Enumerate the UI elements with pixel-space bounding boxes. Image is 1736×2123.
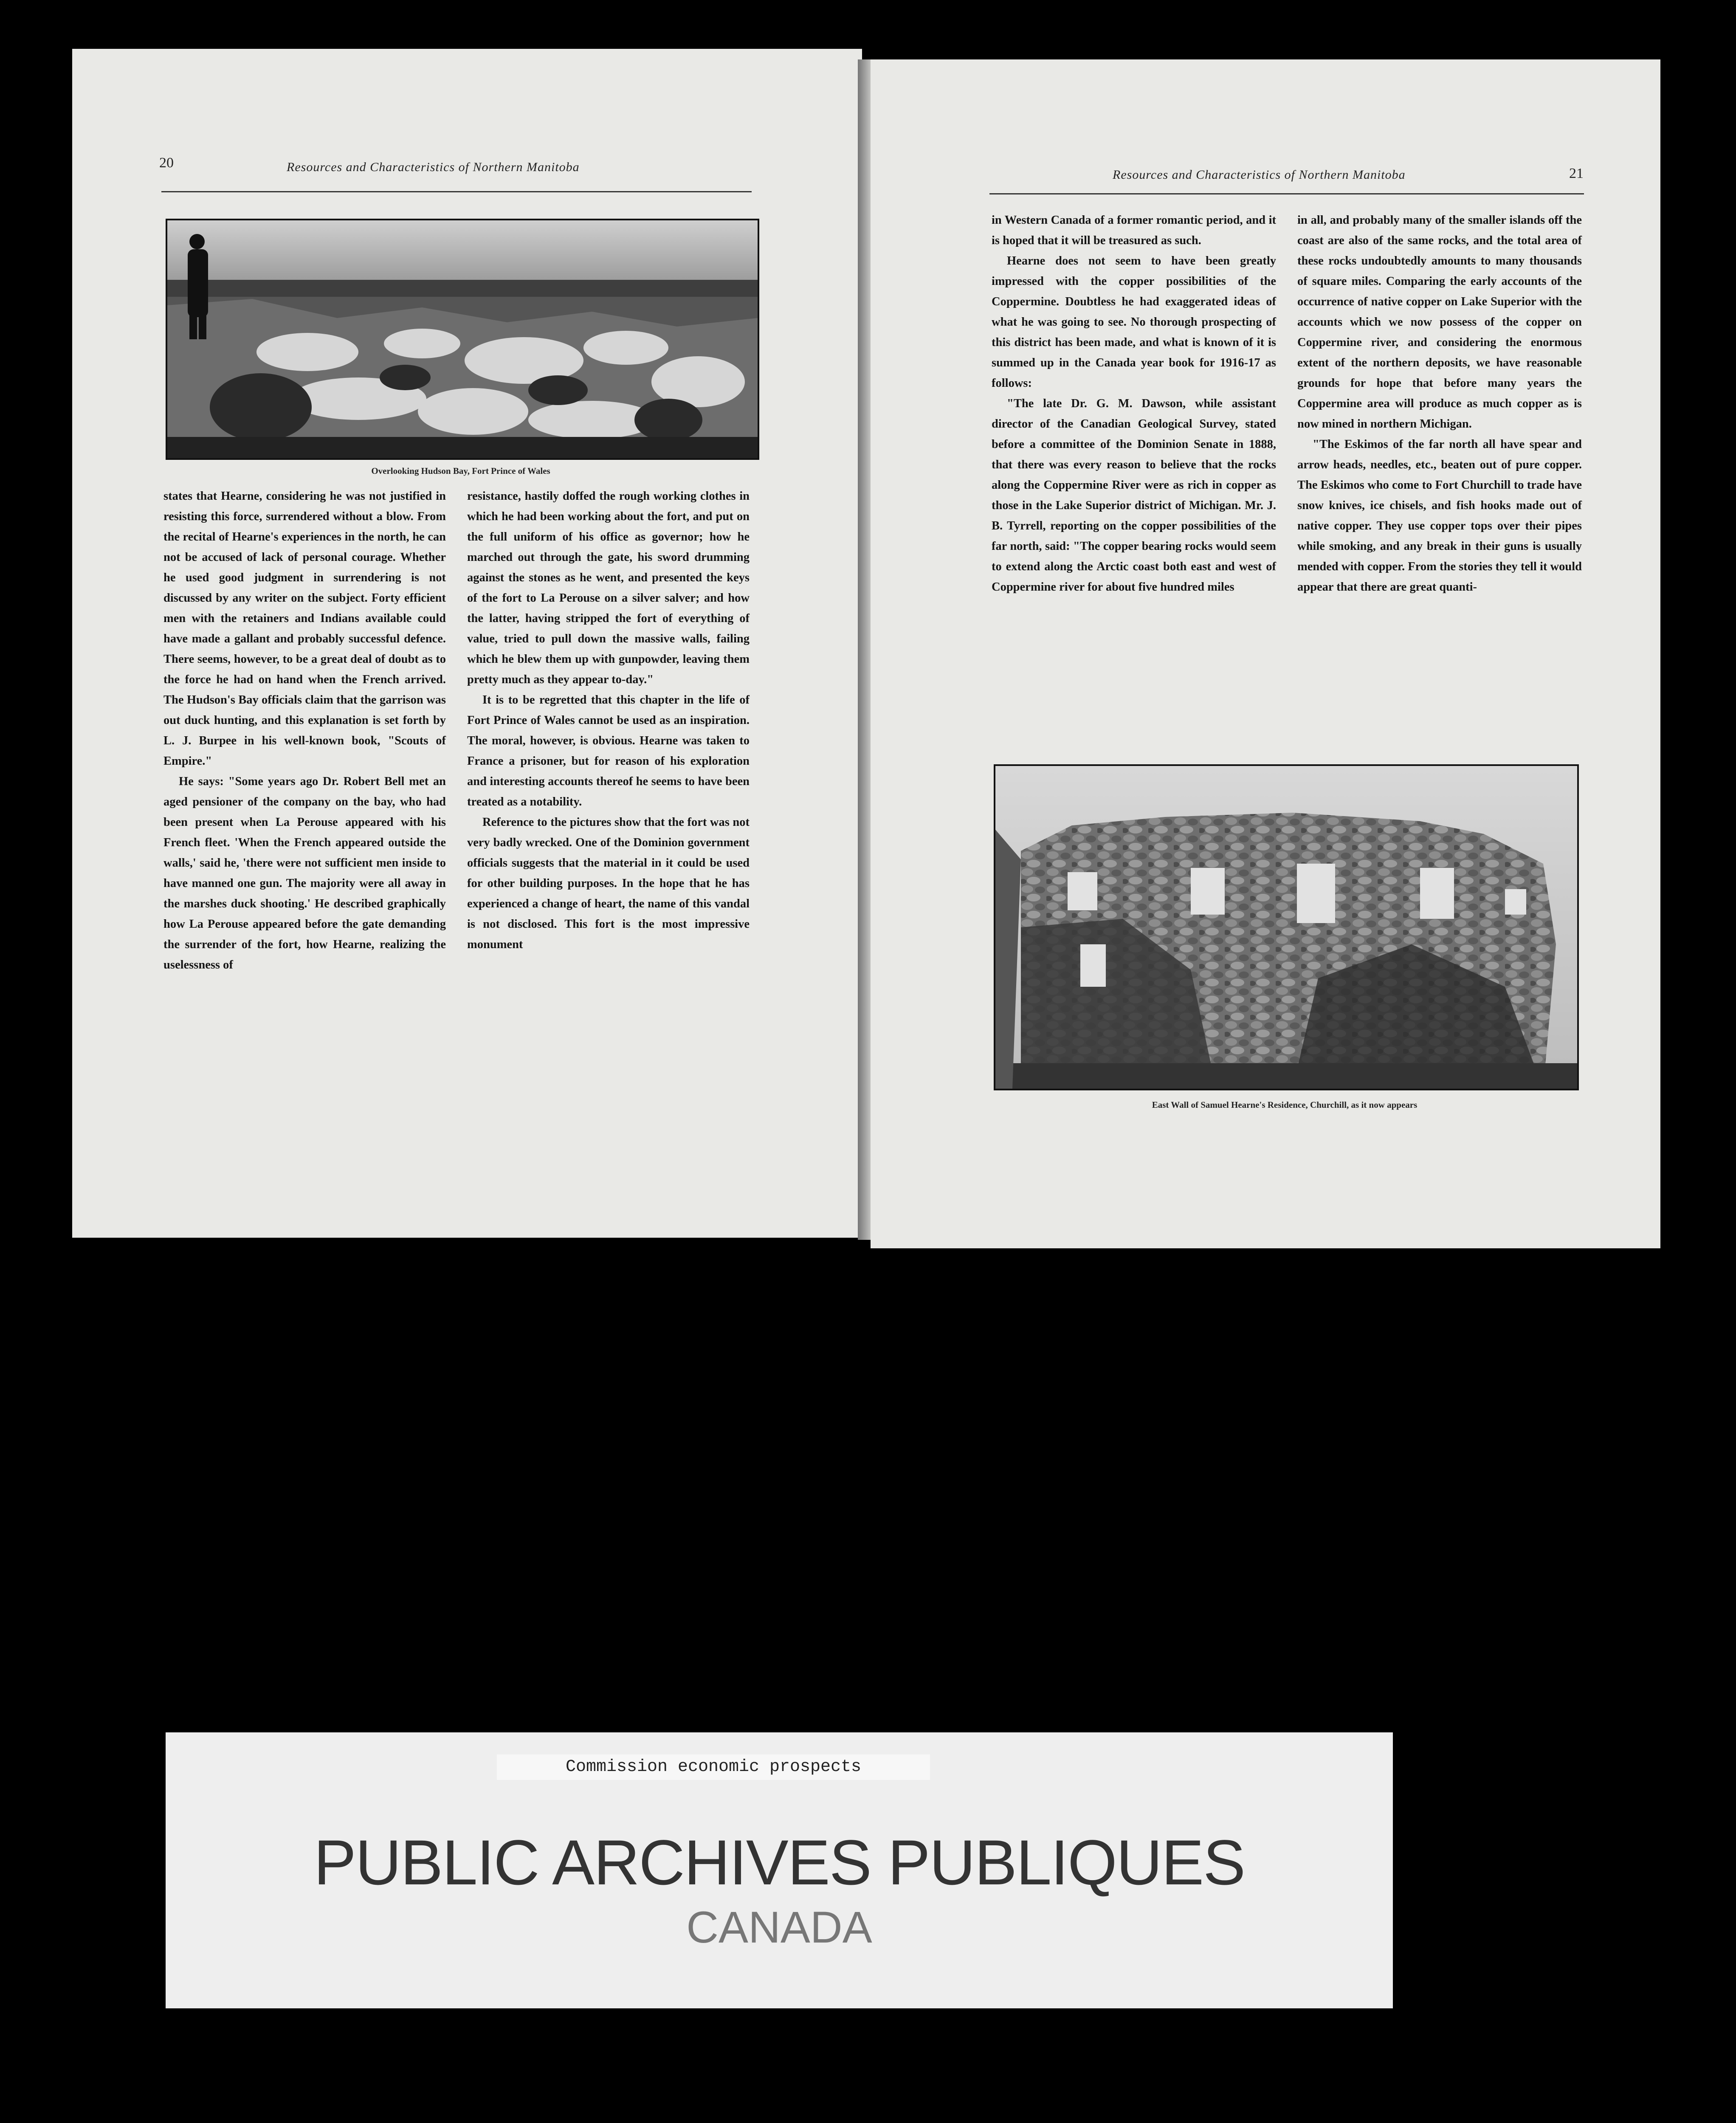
fort-overlook-photo bbox=[166, 219, 759, 460]
stamp-label-tab: Commission economic prospects bbox=[497, 1754, 930, 1780]
paragraph: states that Hearne, considering he was not justified in resisting this force, surrendered without a blow. From the recital of Hearne's experiences in the north, he can not be accused of lack of personal courage. Whether he used good judgment in surrendering is not discussed by any writer on the subject. Forty efficient men with the retainers and Indians available could have made a gallant and probably successful defence. There seems, however, to be a great deal of doubt as to the force he had on hand when the French arrived. The Hudson's Bay officials claim that the garrison was out duck hunting, and this explanation is set forth by L. J. Burpee in his well-known book, "Scouts of Empire." bbox=[163, 490, 446, 768]
right-header-rule bbox=[989, 193, 1584, 194]
right-column-2 bbox=[1297, 210, 1582, 597]
left-header-rule bbox=[161, 191, 752, 192]
right-running-head: Resources and Characteristics of Northern Manitoba bbox=[1113, 168, 1406, 182]
left-photo-caption: Overlooking Hudson Bay, Fort Prince of Wales bbox=[371, 466, 550, 476]
paragraph: resistance, hastily doffed the rough working clothes in which he had been working about the fort, and put on the full uniform of his office as governor; how he marched out through the gate, his sword drumming against the stones as he went, and presented the keys of the fort to La Perouse on a silver salver; and how the latter, having stripped the fort of everything of value, tried to pull down the massive walls, failing which he blew them up with gunpowder, leaving them pretty much as they appear to-day." bbox=[467, 490, 750, 686]
left-page bbox=[72, 49, 862, 1238]
stamp-subtitle: CANADA bbox=[686, 1903, 872, 1952]
right-page-number: 21 bbox=[1569, 166, 1584, 181]
paragraph: "The late Dr. G. M. Dawson, while assistant director of the Canadian Geological Survey, stated before a committee of the Dominion Senate in 1888, that there was every reason to believe that the rocks along the Coppermine River were as rich in copper as those in the Lake Superior district of Michigan. Mr. J. B. Tyrrell, reporting on the copper possibilities of the far north, said: "The copper bearing rocks would seem to extend along the Arctic coast both east and west of Coppermine river for about five hundred miles bbox=[992, 397, 1276, 594]
paragraph: It is to be regretted that this chapter in the life of Fort Prince of Wales cannot be used as an inspiration. The moral, however, is obvious. Hearne was taken to France a prisoner, but for reason of his exploration and interesting accounts thereof he seems to have been treated as a notability. bbox=[467, 693, 750, 808]
paragraph: Hearne does not seem to have been greatly impressed with the copper possibilities of the Coppermine. Doubtless he had exaggerated ideas of what he was going to see. No thorough prospecting of this district has been made, and what is known of it is summed up in the Canada year book for 1916-17 as follows: bbox=[992, 254, 1276, 390]
left-running-head: Resources and Characteristics of Northern Manitoba bbox=[287, 160, 580, 174]
left-column-1 bbox=[163, 486, 446, 975]
right-column-1 bbox=[992, 210, 1276, 597]
east-wall-image bbox=[995, 766, 1577, 1089]
left-column-2 bbox=[467, 486, 750, 955]
paragraph: in Western Canada of a former romantic period, and it is hoped that it will be treasured as such. bbox=[992, 214, 1276, 247]
paragraph: Reference to the pictures show that the fort was not very badly wrecked. One of the Dominion government officials suggests that the material in it could be used for other building purposes. In the hope that he has experienced a change of heart, the name of this vandal is not disclosed. This fort is the most impressive monument bbox=[467, 816, 750, 951]
paragraph: in all, and probably many of the smaller islands off the coast are also of the same rocks, and the total area of these rocks undoubtedly amounts to many thousands of square miles. Comparing the early accounts of the occurrence of native copper on Lake Superior with the accounts which we now possess of the copper on Coppermine river, and considering the enormous extent of the northern deposits, we have reasonable grounds for hope that before many years the Coppermine area will produce as much copper as is now mined in northern Michigan. bbox=[1297, 214, 1582, 431]
hearne-residence-photo bbox=[994, 764, 1579, 1090]
fort-overlook-image bbox=[167, 220, 758, 458]
stamp-main-title: PUBLIC ARCHIVES PUBLIQUES bbox=[313, 1827, 1245, 1898]
right-page bbox=[871, 59, 1660, 1248]
right-photo-caption: East Wall of Samuel Hearne's Residence, Churchill, as it now appears bbox=[1152, 1100, 1418, 1110]
left-page-number: 20 bbox=[159, 155, 174, 171]
paragraph: He says: "Some years ago Dr. Robert Bell met an aged pensioner of the company on the bay, who had been present when La Perouse appeared with his French fleet. 'When the French appeared outside the walls,' said he, 'there were not sufficient men inside to have manned one gun. The majority were all away in the marshes duck shooting.' He described graphically how La Perouse appeared before the gate demanding the surrender of the fort, how Hearne, realizing the uselessness of bbox=[163, 775, 446, 971]
paragraph: "The Eskimos of the far north all have spear and arrow heads, needles, etc., beaten out of pure copper. The Eskimos who come to Fort Churchill to trade have snow knives, ice chisels, and fish hooks made out of native copper. They use copper tops over their pipes while smoking, and any break in their guns is usually mended with copper. From the stories they tell it would appear that there are great quanti- bbox=[1297, 438, 1582, 594]
